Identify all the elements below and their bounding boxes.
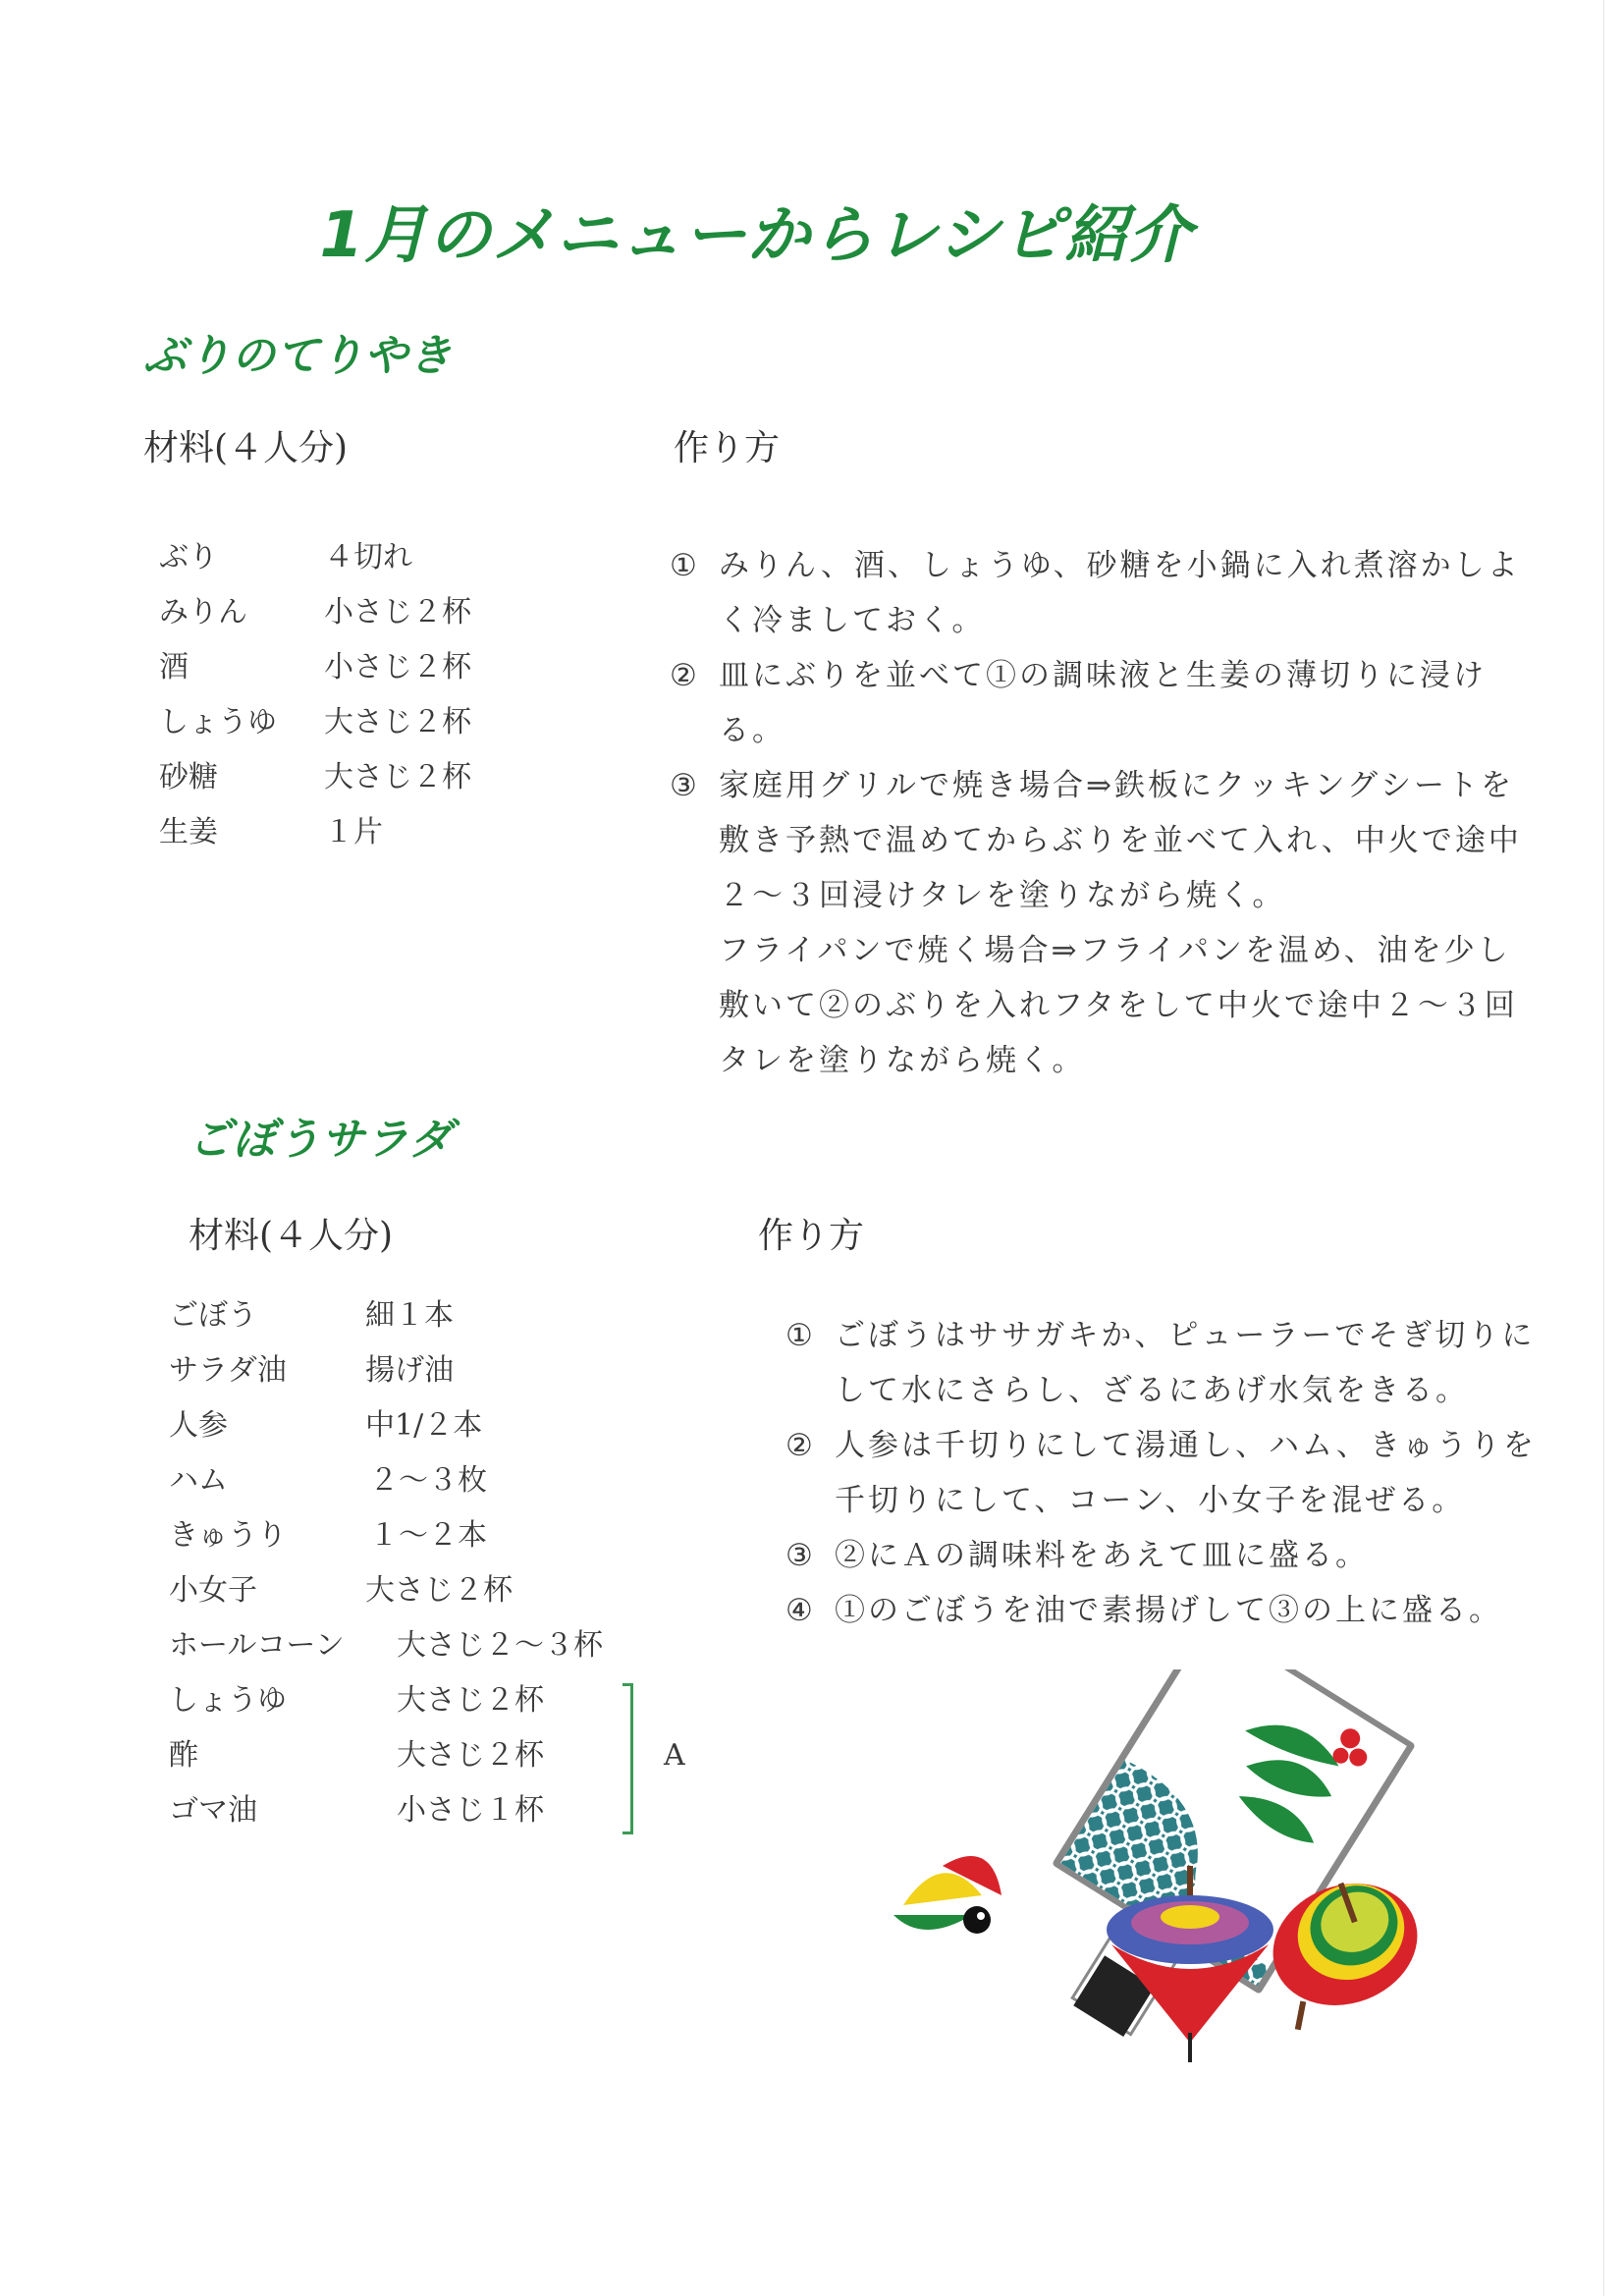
ingredient-amount: 揚げ油: [365, 1353, 454, 1388]
ingredient-amount: 細１本: [365, 1298, 454, 1333]
method-step: [670, 758, 1534, 923]
ingredient-amount: 大さじ２杯: [324, 760, 471, 794]
method-heading: 作り方: [758, 1216, 865, 1256]
ingredient-name: しょうゆ: [169, 1683, 287, 1718]
new-year-illustration-icon: [884, 1669, 1473, 2082]
ingredient-name: ハム: [169, 1463, 228, 1498]
step-text: ②にＡの調味料をあえて皿に盛る。: [835, 1538, 1369, 1573]
ingredient-amount: 小さじ１杯: [397, 1793, 544, 1828]
ingredient-name: ゴマ油: [169, 1793, 257, 1828]
ingredient-amount: 大さじ２杯: [365, 1573, 513, 1608]
ingredient-name: 生姜: [159, 815, 218, 849]
ingredient-amount: 大さじ２～３杯: [397, 1628, 603, 1663]
ingredient-name: ぶり: [159, 540, 218, 574]
ingredients-heading: 材料(４人分): [143, 428, 349, 468]
ingredient-amount: 小さじ２杯: [324, 650, 471, 684]
recipe-title-gobo-salad: ごぼうサラダ: [189, 1115, 454, 1165]
method-step: [785, 1418, 1542, 1528]
method-step: [670, 648, 1534, 758]
step-number: ①: [670, 548, 700, 583]
ingredient-name: しょうゆ: [159, 705, 277, 739]
ingredient-name: 酢: [169, 1738, 198, 1773]
ingredient-name: 小女子: [169, 1573, 257, 1608]
step-number: ①: [785, 1318, 816, 1353]
ingredient-name: ホールコーン: [169, 1628, 345, 1663]
method-step: [670, 923, 1534, 1088]
page-title: 1月のメニューからレシピ紹介: [319, 199, 1193, 272]
ingredient-amount: 小さじ２杯: [324, 595, 471, 629]
seasoning-group-bracket: [623, 1683, 633, 1834]
ingredient-name: ごぼう: [169, 1298, 257, 1333]
method-step: [670, 538, 1534, 648]
ingredient-name: きゅうり: [169, 1518, 287, 1553]
ingredient-amount: １～２本: [369, 1518, 487, 1553]
method-step: [785, 1528, 1542, 1583]
ingredient-amount: ４切れ: [324, 540, 412, 574]
new-year-hagoita-and-tops-illustration: [884, 1669, 1473, 2082]
step-number: ③: [785, 1538, 816, 1573]
ingredient-amount: ２～３枚: [369, 1463, 487, 1498]
method-steps: [670, 538, 1534, 1088]
page-edge: [1603, 0, 1604, 2296]
step-text: 人参は千切りにして湯通し、ハム、きゅうりを千切りにして、コーン、小女子を混ぜる。: [835, 1428, 1537, 1518]
ingredient-amount: １片: [324, 815, 383, 849]
step-text: ①のごぼうを油で素揚げして③の上に盛る。: [835, 1593, 1502, 1628]
method-steps: [785, 1308, 1542, 1638]
step-text: みりん、酒、しょうゆ、砂糖を小鍋に入れ煮溶かしよく冷ましておく。: [719, 548, 1521, 638]
step-text: 家庭用グリルで焼き場合⇒鉄板にクッキングシートを敷き予熱で温めてからぶりを並べて入れ、中火で途中２～３回浸けタレを塗りながら焼く。: [719, 768, 1522, 913]
ingredient-amount: 中1/２本: [365, 1408, 483, 1443]
seasoning-group-label: A: [664, 1738, 685, 1773]
ingredient-amount: 大さじ２杯: [324, 705, 471, 739]
ingredient-amount: 大さじ２杯: [397, 1738, 544, 1773]
ingredients-heading: 材料(４人分): [189, 1216, 394, 1256]
ingredient-name: みりん: [159, 595, 247, 629]
recipe-title-buri: ぶりのてりやき: [143, 331, 453, 381]
ingredient-name: サラダ油: [169, 1353, 287, 1388]
ingredient-name: 砂糖: [159, 760, 218, 794]
ingredient-name: 人参: [169, 1408, 228, 1443]
ingredient-name: 酒: [159, 650, 189, 684]
method-step: [785, 1308, 1542, 1418]
ingredient-amount: 大さじ２杯: [397, 1683, 544, 1718]
method-step: [785, 1583, 1542, 1638]
step-text: フライパンで焼く場合⇒フライパンを温め、油を少し敷いて②のぶりを入れフタをして中火で途中２～３回タレを塗りながら焼く。: [719, 933, 1518, 1078]
step-number: ④: [785, 1593, 816, 1628]
step-number: ②: [670, 658, 700, 693]
step-number: ②: [785, 1428, 816, 1463]
step-text: ごぼうはササガキか、ピューラーでそぎ切りにして水にさらし、ざるにあげ水気をきる。: [835, 1318, 1536, 1408]
method-heading: 作り方: [674, 428, 781, 468]
step-text: 皿にぶりを並べて①の調味液と生姜の薄切りに浸ける。: [719, 658, 1487, 748]
step-number: ③: [670, 768, 700, 803]
